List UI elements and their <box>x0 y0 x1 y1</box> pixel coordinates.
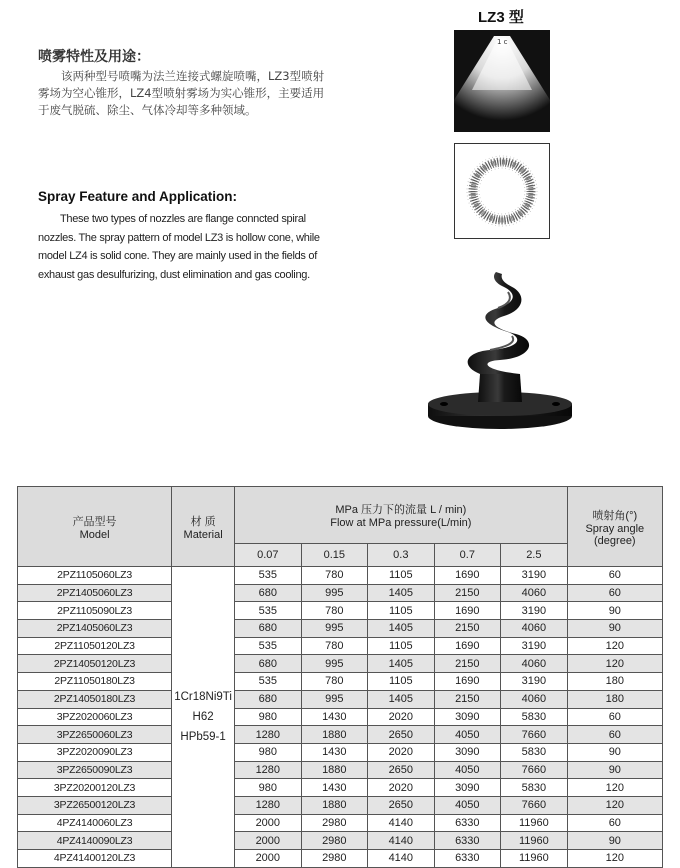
hollow-cone-pattern-photo <box>454 143 550 239</box>
flow-cell: 1105 <box>368 673 435 691</box>
english-description: These two types of nozzles are flange conncted spiral nozzles. The spray pattern of model LZ3 is hollow cone, while model LZ4 is solid cone. They are mainly used in the fields of exhaust gas desulfurizing, dust elimination and gas cooling. <box>38 213 320 281</box>
flow-cell: 3190 <box>501 673 568 691</box>
table-row <box>18 637 663 655</box>
flow-cell: 2650 <box>368 761 435 779</box>
model-cell: 2PZ1405060LZ3 <box>18 584 172 602</box>
flow-cell: 780 <box>301 602 368 620</box>
flow-cell: 4050 <box>434 726 501 744</box>
flow-cell: 3090 <box>434 779 501 797</box>
model-cell: 3PZ2020090LZ3 <box>18 743 172 761</box>
table-row <box>18 708 663 726</box>
flow-cell: 1430 <box>301 708 368 726</box>
pressure-header: 0.07 <box>235 544 302 567</box>
flow-cell: 1405 <box>368 655 435 673</box>
flow-cell: 3190 <box>501 637 568 655</box>
table-row <box>18 567 663 585</box>
flow-cell: 1280 <box>235 726 302 744</box>
model-cell: 3PZ2650090LZ3 <box>18 761 172 779</box>
model-cell: 3PZ2020060LZ3 <box>18 708 172 726</box>
angle-cell: 60 <box>567 708 662 726</box>
flow-cell: 4050 <box>434 796 501 814</box>
material-column-header: 材 质 Material <box>172 487 235 567</box>
material-grade: 1Cr18Ni9Ti <box>174 690 232 703</box>
angle-cell: 120 <box>567 637 662 655</box>
flow-cell: 11960 <box>501 814 568 832</box>
flow-cell: 535 <box>235 602 302 620</box>
flow-cell: 1405 <box>368 620 435 638</box>
flow-cell: 535 <box>235 637 302 655</box>
table-row <box>18 743 663 761</box>
flow-cell: 535 <box>235 567 302 585</box>
angle-cell: 120 <box>567 796 662 814</box>
flow-cell: 2150 <box>434 584 501 602</box>
flow-cell: 1280 <box>235 761 302 779</box>
flow-cell: 2650 <box>368 726 435 744</box>
flow-cell: 4060 <box>501 655 568 673</box>
flow-cell: 6330 <box>434 814 501 832</box>
flow-cell: 3190 <box>501 567 568 585</box>
angle-cell: 60 <box>567 567 662 585</box>
flow-cell: 980 <box>235 743 302 761</box>
angle-cell: 90 <box>567 743 662 761</box>
model-cell: 2PZ11050120LZ3 <box>18 637 172 655</box>
flow-cell: 1430 <box>301 743 368 761</box>
model-column-header: 产品型号 Model <box>18 487 172 567</box>
flow-cell: 980 <box>235 708 302 726</box>
model-cell: 2PZ14050120LZ3 <box>18 655 172 673</box>
flow-cell: 3190 <box>501 602 568 620</box>
flow-cell: 1690 <box>434 637 501 655</box>
angle-column-header: 喷射角(°) Spray angle (degree) <box>567 487 662 567</box>
flow-cell: 535 <box>235 673 302 691</box>
model-cell: 2PZ11050180LZ3 <box>18 673 172 691</box>
model-cell: 3PZ2650060LZ3 <box>18 726 172 744</box>
flow-cell: 5830 <box>501 708 568 726</box>
flow-cell: 995 <box>301 584 368 602</box>
flow-cell: 1105 <box>368 637 435 655</box>
flow-cell: 2000 <box>235 832 302 850</box>
flow-cell: 980 <box>235 779 302 797</box>
flow-cell: 1105 <box>368 567 435 585</box>
angle-cell: 120 <box>567 779 662 797</box>
angle-cell: 90 <box>567 620 662 638</box>
flow-cell: 4050 <box>434 761 501 779</box>
table-row <box>18 584 663 602</box>
flow-cell: 2980 <box>301 850 368 868</box>
table-row <box>18 602 663 620</box>
table-row <box>18 726 663 744</box>
flow-cell: 1405 <box>368 690 435 708</box>
flow-cell: 11960 <box>501 850 568 868</box>
table-row <box>18 850 663 868</box>
model-cell: 4PZ4140060LZ3 <box>18 814 172 832</box>
table-row <box>18 779 663 797</box>
table-row <box>18 690 663 708</box>
pressure-header: 0.15 <box>301 544 368 567</box>
chinese-section-title: 喷雾特性及用途： <box>38 49 150 65</box>
flow-cell: 6330 <box>434 832 501 850</box>
flow-cell: 6330 <box>434 850 501 868</box>
table-row <box>18 814 663 832</box>
flow-cell: 2020 <box>368 743 435 761</box>
model-cell: 2PZ14050180LZ3 <box>18 690 172 708</box>
flow-cell: 1880 <box>301 726 368 744</box>
flow-cell: 4140 <box>368 814 435 832</box>
angle-cell: 180 <box>567 673 662 691</box>
flow-cell: 2980 <box>301 814 368 832</box>
angle-cell: 60 <box>567 814 662 832</box>
spray-photo-mark: 1 c <box>497 38 508 46</box>
flow-cell: 1880 <box>301 796 368 814</box>
model-cell: 3PZ26500120LZ3 <box>18 796 172 814</box>
angle-cell: 60 <box>567 726 662 744</box>
flow-cell: 5830 <box>501 779 568 797</box>
flow-cell: 780 <box>301 567 368 585</box>
flow-cell: 680 <box>235 690 302 708</box>
flow-cell: 1280 <box>235 796 302 814</box>
flow-cell: 780 <box>301 673 368 691</box>
pressure-header: 2.5 <box>501 544 568 567</box>
table-row <box>18 673 663 691</box>
pressure-header: 0.7 <box>434 544 501 567</box>
material-grade: H62 <box>192 710 214 723</box>
flow-cell: 2020 <box>368 779 435 797</box>
chinese-description: 该两种型号喷嘴为法兰连接式螺旋喷嘴，LZ3型喷射雾场为空心锥形，LZ4型喷射雾场为实心锥形，主要适用于废气脱硫、除尘、气体冷却等多种领域。 <box>38 69 325 117</box>
flow-cell: 1690 <box>434 602 501 620</box>
flow-cell: 2020 <box>368 708 435 726</box>
model-label: LZ3 型 <box>478 9 524 26</box>
material-grade: HPb59-1 <box>180 730 226 743</box>
model-cell: 3PZ20200120LZ3 <box>18 779 172 797</box>
flow-cell: 2150 <box>434 655 501 673</box>
model-cell: 4PZ4140090LZ3 <box>18 832 172 850</box>
angle-cell: 90 <box>567 602 662 620</box>
flow-cell: 780 <box>301 637 368 655</box>
flow-cell: 4060 <box>501 584 568 602</box>
flow-cell: 3090 <box>434 708 501 726</box>
model-cell: 2PZ1405060LZ3 <box>18 620 172 638</box>
flow-cell: 11960 <box>501 832 568 850</box>
angle-cell: 60 <box>567 584 662 602</box>
flow-cell: 3090 <box>434 743 501 761</box>
flow-cell: 2150 <box>434 690 501 708</box>
flow-cell: 680 <box>235 584 302 602</box>
flow-cell: 7660 <box>501 761 568 779</box>
table-row <box>18 832 663 850</box>
model-cell: 4PZ41400120LZ3 <box>18 850 172 868</box>
flow-cell: 1880 <box>301 761 368 779</box>
spray-pattern-photo <box>454 30 550 132</box>
flow-cell: 2000 <box>235 850 302 868</box>
angle-cell: 180 <box>567 690 662 708</box>
flow-cell: 1690 <box>434 673 501 691</box>
angle-cell: 90 <box>567 761 662 779</box>
flow-cell: 4140 <box>368 850 435 868</box>
table-row <box>18 655 663 673</box>
flow-column-header: MPa 压力下的流量 L / min) Flow at MPa pressure(L/min) <box>235 487 568 544</box>
material-cell <box>172 567 235 868</box>
flow-cell: 995 <box>301 620 368 638</box>
flow-cell: 4140 <box>368 832 435 850</box>
flow-cell: 680 <box>235 620 302 638</box>
flow-cell: 1430 <box>301 779 368 797</box>
flow-cell: 7660 <box>501 726 568 744</box>
flow-cell: 2650 <box>368 796 435 814</box>
english-section-title: Spray Feature and Application: <box>38 189 238 204</box>
flow-cell: 7660 <box>501 796 568 814</box>
table-row <box>18 796 663 814</box>
model-cell: 2PZ1105060LZ3 <box>18 567 172 585</box>
angle-cell: 120 <box>567 655 662 673</box>
flow-cell: 2980 <box>301 832 368 850</box>
flow-cell: 680 <box>235 655 302 673</box>
flow-cell: 1105 <box>368 602 435 620</box>
flow-cell: 4060 <box>501 690 568 708</box>
flow-cell: 1690 <box>434 567 501 585</box>
flow-cell: 995 <box>301 690 368 708</box>
table-row <box>18 761 663 779</box>
specification-table <box>17 486 663 868</box>
angle-cell: 90 <box>567 832 662 850</box>
flow-cell: 2150 <box>434 620 501 638</box>
pressure-header: 0.3 <box>368 544 435 567</box>
model-cell: 2PZ1105090LZ3 <box>18 602 172 620</box>
flow-cell: 5830 <box>501 743 568 761</box>
flow-cell: 2000 <box>235 814 302 832</box>
spiral-nozzle-photo <box>420 266 580 448</box>
angle-cell: 120 <box>567 850 662 868</box>
table-row <box>18 620 663 638</box>
flow-cell: 1405 <box>368 584 435 602</box>
flow-cell: 995 <box>301 655 368 673</box>
flow-cell: 4060 <box>501 620 568 638</box>
